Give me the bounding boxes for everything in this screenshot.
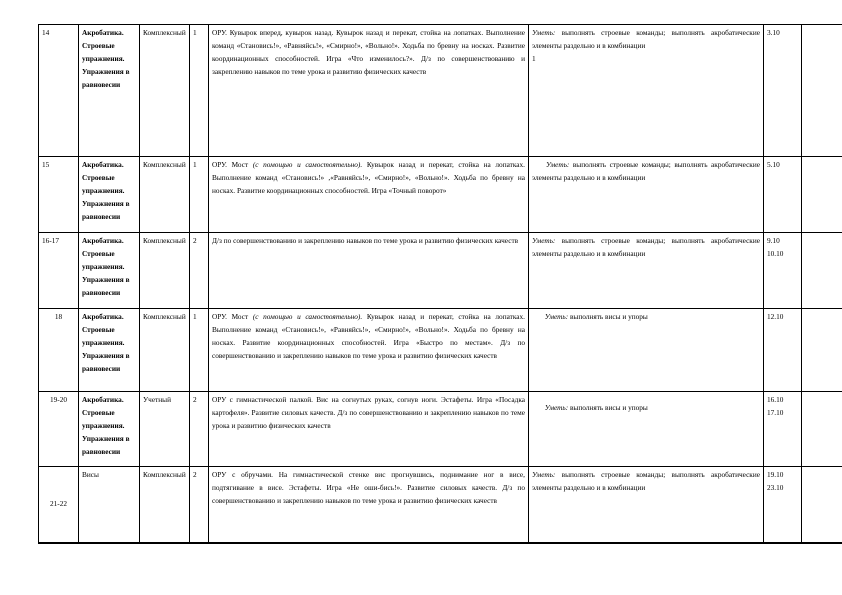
table-row — [39, 467, 842, 543]
actual-date — [802, 25, 842, 157]
content-text: ОРУ. Мост — [212, 160, 253, 169]
hours-count: 1 — [190, 25, 209, 157]
lesson-plan-table — [38, 24, 842, 544]
lesson-content — [209, 233, 529, 309]
requirement-note: 1 — [532, 53, 536, 63]
section-name: Акробатика. Строевые упражнения. Упражнения в равновесии — [79, 233, 140, 309]
lesson-number: 15 — [39, 157, 79, 233]
date-value: 17.10 — [767, 407, 784, 417]
lesson-content — [209, 25, 529, 157]
requirement-text: выполнять строевые команды; выполнять акробатические элементы раздельно и в комбинации — [532, 160, 761, 182]
lesson-number: 21-22 — [39, 467, 79, 543]
table-row — [39, 233, 842, 309]
requirement-label: Уметь: — [532, 28, 556, 37]
requirement-label: Уметь: — [544, 312, 569, 321]
lesson-content — [209, 309, 529, 392]
date-value: 5.10 — [767, 160, 780, 169]
content-text-post: Кувырок назад и перекат, стойка на лопатках. Выполнение команд «Становись!» ,«Равняйсь!», «Смирно!», «Вольно!». Ходьба по бревну на носках. Развитие координационных способностей. Игра «Точный поворот» — [212, 160, 525, 195]
date-value: 12.10 — [767, 312, 784, 321]
requirements — [529, 157, 764, 233]
lesson-type: Комплексный — [140, 25, 190, 157]
lesson-type: Комплексный — [140, 233, 190, 309]
actual-date — [802, 392, 842, 467]
section-name: Акробатика. Строевые упражнения. Упражнения в равновесии — [79, 25, 140, 157]
planned-date — [764, 25, 802, 157]
lesson-content — [209, 467, 529, 543]
lesson-number: 18 — [39, 309, 79, 392]
actual-date — [802, 467, 842, 543]
date-value: 23.10 — [767, 482, 784, 492]
lesson-type: Комплексный — [140, 309, 190, 392]
lesson-number: 16-17 — [39, 233, 79, 309]
planned-date — [764, 392, 802, 467]
table-row — [39, 157, 842, 233]
actual-date — [802, 309, 842, 392]
requirement-text: выполнять строевые команды; выполнять акробатические элементы раздельно и в комбинации — [532, 470, 760, 492]
requirement-label: Уметь: — [544, 403, 569, 412]
section-name: Акробатика. Строевые упражнения. Упражнения в равновесии — [79, 392, 140, 467]
content-italic: (с помощью и самостоятельно). — [252, 160, 363, 169]
date-value: 3.10 — [767, 28, 780, 37]
planned-date — [764, 157, 802, 233]
requirement-label: Уметь: — [532, 236, 556, 245]
requirements — [529, 392, 764, 467]
requirements — [529, 467, 764, 543]
requirement-text: выполнять строевые команды; выполнять акробатические элементы раздельно и в комбинации — [532, 236, 760, 258]
requirement-text: выполнять висы и упоры — [568, 312, 648, 321]
lesson-number: 19-20 — [39, 392, 79, 467]
section-name: Висы — [79, 467, 140, 543]
section-name: Акробатика. Строевые упражнения. Упражнения в равновесии — [79, 157, 140, 233]
requirement-text: выполнять висы и упоры — [568, 403, 648, 412]
actual-date — [802, 233, 842, 309]
content-text: Д/з по совершенствованию и закреплению навыков по теме урока и развитию физических качеств — [212, 236, 519, 245]
table-row — [39, 309, 842, 392]
date-value: 16.10 — [767, 395, 784, 404]
requirements — [529, 25, 764, 157]
table-row — [39, 25, 842, 157]
table-row — [39, 392, 842, 467]
date-value: 19.10 — [767, 470, 784, 479]
actual-date — [802, 157, 842, 233]
lesson-content — [209, 392, 529, 467]
content-italic: (с помощью и самостоятельно). — [252, 312, 363, 321]
hours-count: 2 — [190, 233, 209, 309]
planned-date — [764, 233, 802, 309]
lesson-number: 14 — [39, 25, 79, 157]
requirement-label: Уметь: — [532, 470, 556, 479]
content-text: ОРУ с обручами. На гимнастической стенке вис прогнувшись, поднимание ног в висе, подтягивание в висе. Эстафеты. Игра «Не оши-бись!». Развитие силовых качеств. Д/з по совершенствованию и закреплению навыков по теме урока и развитию физических качеств — [212, 470, 525, 505]
content-text: ОРУ. Кувырок вперед, кувырок назад. Кувырок назад и перекат, стойка на лопатках. Выполнение команд «Становись!», «Равняйсь!», «Смирно!», «Вольно!». Ходьба по бревну на носках. Развитие координационных способностей. Игра «Что изменилось?». Д/з по совершенствованию и закреплению навыков по теме урока и развитию физических качеств — [212, 28, 525, 76]
requirements — [529, 309, 764, 392]
section-name: Акробатика. Строевые упражнения. Упражнения в равновесии — [79, 309, 140, 392]
requirement-label: Уметь: — [545, 160, 570, 169]
content-text-post: Кувырок назад и перекат, стойка на лопатках. Выполнение команд «Становись!», «Равняйсь!», «Смирно!», «Вольно!». Ходьба по бревну на носках. Развитие координационных способностей. Игра «Быстро по местам». Д/з по совершенствованию и закреплению навыков по теме урока и развитию физических качеств — [212, 312, 525, 360]
hours-count: 1 — [190, 309, 209, 392]
lesson-content — [209, 157, 529, 233]
lesson-type: Учетный — [140, 392, 190, 467]
requirements — [529, 233, 764, 309]
lesson-type: Комплексный — [140, 157, 190, 233]
hours-count: 1 — [190, 157, 209, 233]
requirement-text: выполнять строевые команды; выполнять акробатические элементы раздельно и в комбинации — [532, 28, 760, 50]
planned-date — [764, 467, 802, 543]
hours-count: 2 — [190, 392, 209, 467]
lesson-type: Комплексный — [140, 467, 190, 543]
content-text: ОРУ. Мост — [212, 312, 253, 321]
hours-count: 2 — [190, 467, 209, 543]
planned-date — [764, 309, 802, 392]
date-value: 9.10 — [767, 236, 780, 245]
date-value: 10.10 — [767, 248, 784, 258]
content-text: ОРУ с гимнастической палкой. Вис на согнутых руках, согнув ноги. Эстафеты. Игра «Посадка картофеля». Развитие силовых качеств. Д/з по совершенствованию и закреплению навыков по теме урока и развитию физических качеств — [212, 395, 525, 430]
